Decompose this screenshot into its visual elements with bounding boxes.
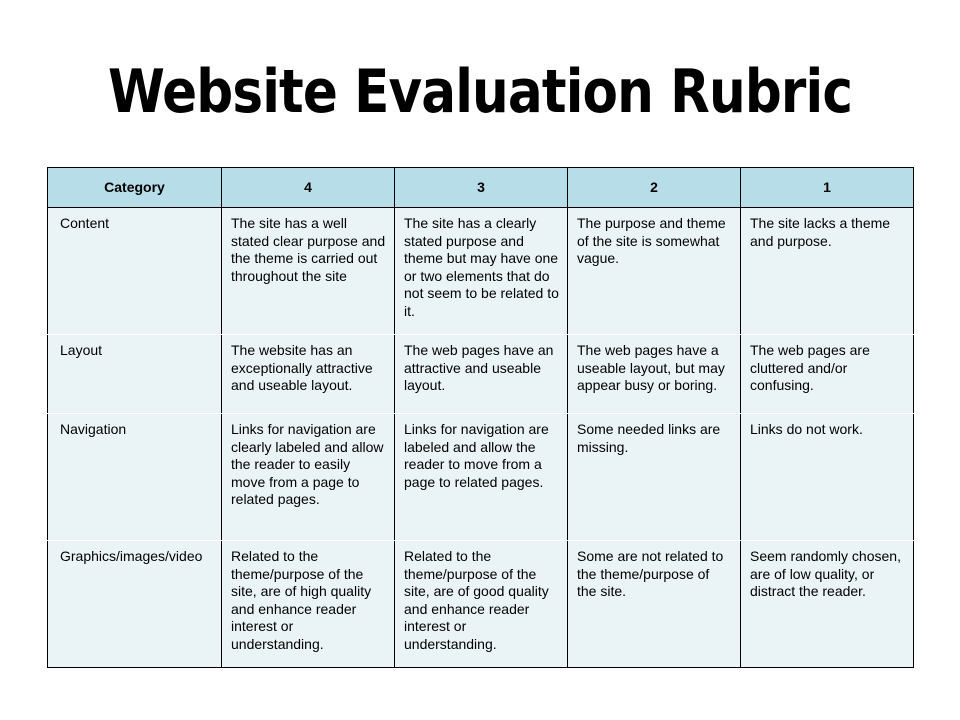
header-score-2: 2	[568, 168, 741, 208]
header-score-3: 3	[395, 168, 568, 208]
rubric-cell: The web pages have an attractive and useable layout.	[395, 335, 568, 414]
rubric-cell: Seem randomly chosen, are of low quality, or distract the reader.	[741, 541, 914, 668]
rubric-cell: The site has a well stated clear purpose and the theme is carried out throughout the site	[222, 208, 395, 335]
rubric-cell: Links for navigation are clearly labeled and allow the reader to easily move from a page to related pages.	[222, 414, 395, 541]
rubric-table	[47, 167, 914, 668]
header-row	[48, 168, 914, 208]
rubric-cell: Some are not related to the theme/purpose of the site.	[568, 541, 741, 668]
header-score-1: 1	[741, 168, 914, 208]
rubric-cell: Related to the theme/purpose of the site, are of good quality and enhance reader interest or understanding.	[395, 541, 568, 668]
rubric-cell: The web pages are cluttered and/or confusing.	[741, 335, 914, 414]
header-category: Category	[48, 168, 222, 208]
page-title: Website Evaluation Rubric	[107, 57, 853, 127]
rubric-cell: The purpose and theme of the site is somewhat vague.	[568, 208, 741, 335]
rubric-cell: Related to the theme/purpose of the site, are of high quality and enhance reader interest or understanding.	[222, 541, 395, 668]
rubric-cell: Some needed links are missing.	[568, 414, 741, 541]
table-row-layout	[48, 335, 914, 414]
rubric-cell: The site has a clearly stated purpose and theme but may have one or two elements that do not seem to be related to it.	[395, 208, 568, 335]
rubric-cell: The web pages have a useable layout, but may appear busy or boring.	[568, 335, 741, 414]
table-row-content	[48, 208, 914, 335]
rubric-cell: The site lacks a theme and purpose.	[741, 208, 914, 335]
header-score-4: 4	[222, 168, 395, 208]
category-cell: Layout	[48, 335, 222, 414]
table-row-navigation	[48, 414, 914, 541]
category-cell: Content	[48, 208, 222, 335]
rubric-cell: The website has an exceptionally attractive and useable layout.	[222, 335, 395, 414]
category-cell: Graphics/images/video	[48, 541, 222, 668]
table-row-graphics	[48, 541, 914, 668]
category-cell: Navigation	[48, 414, 222, 541]
rubric-cell: Links do not work.	[741, 414, 914, 541]
rubric-cell: Links for navigation are labeled and allow the reader to move from a page to related pages.	[395, 414, 568, 541]
